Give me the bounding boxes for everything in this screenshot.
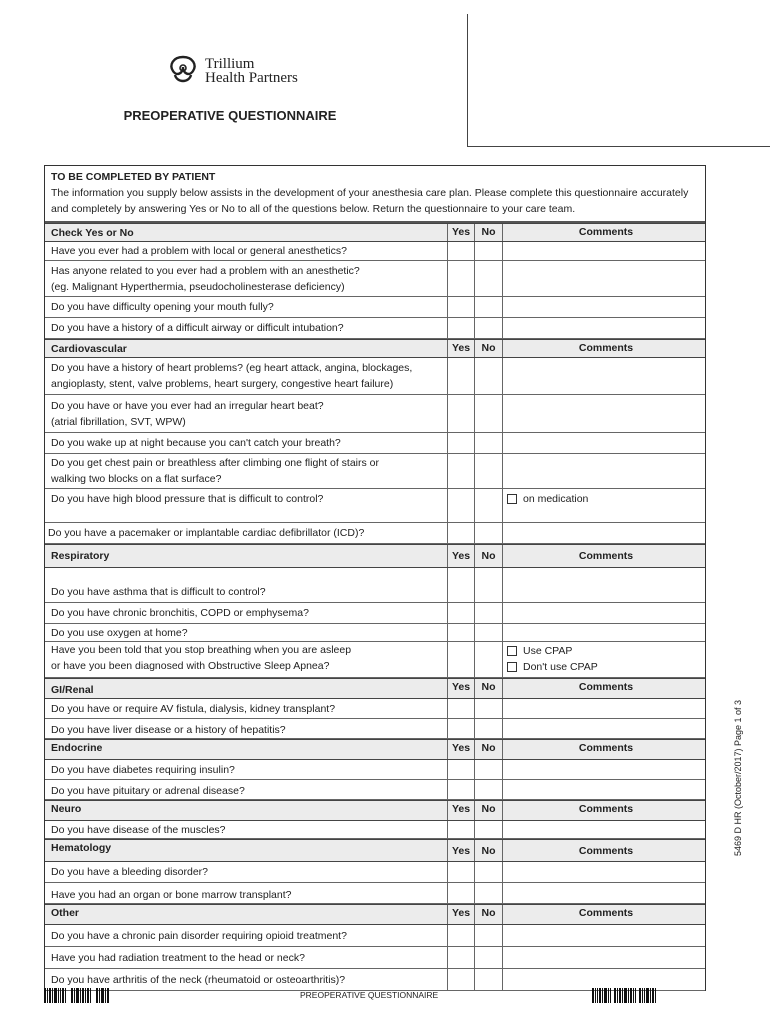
no-cell[interactable] — [474, 489, 502, 522]
checkbox[interactable] — [507, 662, 517, 672]
yes-column-header: Yes — [447, 340, 474, 357]
question-text: Do you have chronic bronchitis, COPD or emphysema? — [51, 607, 309, 619]
question-row — [45, 624, 705, 642]
patient-label-box — [467, 14, 770, 147]
question-row — [45, 489, 705, 523]
comments-cell[interactable] — [502, 925, 705, 946]
no-cell[interactable] — [474, 603, 502, 623]
trillium-logo-icon — [165, 53, 201, 87]
yes-column-header: Yes — [447, 224, 474, 241]
no-column-header: No — [474, 905, 502, 924]
yes-cell[interactable] — [447, 318, 474, 338]
question-text: Do you have disease of the muscles? — [51, 823, 226, 836]
comments-column-header: Comments — [502, 801, 705, 820]
no-cell[interactable] — [474, 395, 502, 432]
comments-column-header: Comments — [502, 340, 705, 357]
question-row — [45, 947, 705, 969]
question-line: Has anyone related to you ever had a problem with an anesthetic? — [51, 264, 360, 277]
comments-cell[interactable] — [502, 242, 705, 260]
section-header-respiratory — [45, 544, 705, 568]
yes-cell[interactable] — [447, 719, 474, 738]
comments-cell[interactable] — [502, 883, 705, 903]
comments-column-header: Comments — [502, 840, 705, 861]
yes-cell[interactable] — [447, 261, 474, 296]
comments-cell[interactable] — [502, 719, 705, 738]
no-cell[interactable] — [474, 760, 502, 779]
dont-use-cpap-option[interactable] — [507, 659, 705, 675]
no-cell[interactable] — [474, 699, 502, 718]
yes-column-header: Yes — [447, 679, 474, 698]
checkbox[interactable] — [507, 494, 517, 504]
comments-cell[interactable] — [502, 318, 705, 338]
question-text — [45, 261, 447, 296]
comments-cell — [502, 489, 705, 522]
section-title: Cardiovascular — [51, 343, 127, 355]
comments-column-header: Comments — [502, 545, 705, 567]
question-text: Do you have liver disease or a history of hepatitis? — [51, 724, 286, 736]
yes-column-header: Yes — [447, 545, 474, 567]
comments-cell[interactable] — [502, 780, 705, 799]
no-column-header: No — [474, 340, 502, 357]
question-line: Do you have a history of heart problems? (eg heart attack, angina, blockages, — [51, 362, 413, 374]
comments-cell[interactable] — [502, 395, 705, 432]
comments-cell[interactable] — [502, 433, 705, 453]
question-row — [45, 883, 705, 904]
no-cell[interactable] — [474, 719, 502, 738]
no-cell[interactable] — [474, 821, 502, 838]
yes-cell[interactable] — [447, 242, 474, 260]
question-text: Do you have a pacemaker or implantable cardiac defibrillator (ICD)? — [48, 527, 365, 539]
question-text: Have you had an organ or bone marrow transplant? — [51, 889, 292, 901]
no-cell[interactable] — [474, 297, 502, 317]
on-medication-option[interactable] — [507, 491, 705, 507]
question-text — [45, 642, 447, 677]
question-line: or have you been diagnosed with Obstructive Sleep Apnea? — [51, 660, 330, 672]
section-header-check — [45, 223, 705, 242]
section-title: Other — [51, 907, 80, 919]
question-row — [45, 318, 705, 339]
no-cell[interactable] — [474, 454, 502, 488]
question-text: Do you wake up at night because you can't catch your breath? — [51, 437, 341, 449]
question-row — [45, 603, 705, 624]
question-row — [45, 523, 705, 544]
yes-column-header: Yes — [447, 840, 474, 861]
yes-cell[interactable] — [447, 395, 474, 432]
option-label: on medication — [523, 493, 589, 505]
no-cell[interactable] — [474, 624, 502, 641]
question-text: Do you have asthma that is difficult to control? — [51, 586, 266, 598]
logo-text-line2: Health Partners — [205, 70, 298, 86]
no-cell[interactable] — [474, 318, 502, 338]
question-row — [45, 454, 705, 489]
question-line: Do you have or have you ever had an irregular heart beat? — [51, 399, 324, 412]
no-cell[interactable] — [474, 642, 502, 677]
page-title: PREOPERATIVE QUESTIONNAIRE — [123, 108, 337, 123]
comments-cell[interactable] — [502, 821, 705, 838]
comments-cell[interactable] — [502, 568, 705, 602]
question-row — [45, 242, 705, 261]
comments-cell[interactable] — [502, 603, 705, 623]
question-text: Do you use oxygen at home? — [51, 626, 188, 639]
question-text — [45, 395, 447, 432]
question-row — [45, 395, 705, 433]
form-code: 5469 D HR (October/2017) Page 1 of 3 — [733, 699, 743, 857]
comments-column-header: Comments — [502, 679, 705, 698]
footer — [0, 986, 770, 1006]
question-line: angioplasty, stent, valve problems, heart surgery, congestive heart failure) — [51, 378, 394, 390]
question-line: Have you been told that you stop breathing when you are asleep — [51, 644, 352, 656]
comments-cell — [502, 642, 705, 677]
yes-cell[interactable] — [447, 454, 474, 488]
question-row — [45, 261, 705, 297]
question-line: walking two blocks on a flat surface? — [51, 473, 222, 485]
question-text: Do you have a bleeding disorder? — [51, 866, 209, 878]
section-header-cardiovascular — [45, 339, 705, 358]
question-row — [45, 642, 705, 678]
question-text — [45, 454, 447, 488]
yes-column-header: Yes — [447, 905, 474, 924]
yes-cell[interactable] — [447, 568, 474, 602]
no-cell[interactable] — [474, 883, 502, 903]
yes-cell[interactable] — [447, 358, 474, 394]
question-row — [45, 925, 705, 947]
question-text: Do you have a chronic pain disorder requiring opioid treatment? — [51, 929, 347, 942]
question-text: Do you have pituitary or adrenal disease? — [51, 785, 245, 797]
intro-heading: TO BE COMPLETED BY PATIENT — [51, 171, 216, 183]
yes-cell[interactable] — [447, 883, 474, 903]
question-row — [45, 699, 705, 719]
yes-cell[interactable] — [447, 603, 474, 623]
question-line: (eg. Malignant Hyperthermia, pseudocholinesterase deficiency) — [51, 280, 345, 293]
no-column-header: No — [474, 740, 502, 759]
no-cell[interactable] — [474, 261, 502, 296]
comments-cell[interactable] — [502, 699, 705, 718]
comments-column-header: Comments — [502, 740, 705, 759]
yes-cell[interactable] — [447, 947, 474, 968]
comments-column-header: Comments — [502, 224, 705, 241]
yes-cell[interactable] — [447, 489, 474, 522]
section-title: Check Yes or No — [51, 227, 134, 239]
no-cell[interactable] — [474, 568, 502, 602]
section-title: Endocrine — [51, 742, 103, 754]
yes-cell[interactable] — [447, 925, 474, 946]
question-text: Have you ever had a problem with local or general anesthetics? — [51, 245, 347, 257]
no-cell[interactable] — [474, 925, 502, 946]
question-row — [45, 862, 705, 883]
footer-label: PREOPERATIVE QUESTIONNAIRE — [300, 990, 439, 1000]
use-cpap-option[interactable] — [507, 643, 705, 659]
no-cell[interactable] — [474, 947, 502, 968]
yes-cell[interactable] — [447, 297, 474, 317]
question-text: Do you have or require AV fistula, dialysis, kidney transplant? — [51, 702, 336, 715]
yes-cell[interactable] — [447, 760, 474, 779]
section-header-endocrine — [45, 739, 705, 760]
yes-cell[interactable] — [447, 780, 474, 799]
intro-text: The information you supply below assists in the development of your anesthesia care plan. Please complete this questionnaire accurately and completely by answering Yes or No to all of the questions below. Return the questionnaire to your care team. — [51, 187, 689, 215]
yes-column-header: Yes — [447, 740, 474, 759]
no-column-header: No — [474, 679, 502, 698]
question-text: Do you have high blood pressure that is difficult to control? — [51, 493, 324, 505]
yes-cell[interactable] — [447, 642, 474, 677]
question-row — [45, 433, 705, 454]
question-text — [45, 358, 447, 394]
no-cell[interactable] — [474, 523, 502, 543]
question-line: (atrial fibrillation, SVT, WPW) — [51, 415, 186, 428]
question-text: Do you have diabetes requiring insulin? — [51, 763, 235, 776]
option-label: Don't use CPAP — [523, 661, 598, 673]
logo-text-line1: Trillium — [205, 56, 255, 72]
yes-cell[interactable] — [447, 624, 474, 641]
question-row — [45, 358, 705, 395]
yes-cell[interactable] — [447, 433, 474, 453]
checkbox[interactable] — [507, 646, 517, 656]
no-cell[interactable] — [474, 862, 502, 882]
comments-cell[interactable] — [502, 454, 705, 488]
section-header-gi-renal — [45, 678, 705, 699]
question-line: Do you get chest pain or breathless after climbing one flight of stairs or — [51, 457, 380, 469]
yes-column-header: Yes — [447, 801, 474, 820]
no-cell[interactable] — [474, 780, 502, 799]
no-cell[interactable] — [474, 433, 502, 453]
section-title: Hematology — [51, 842, 112, 854]
option-label: Use CPAP — [523, 645, 573, 657]
comments-cell[interactable] — [502, 862, 705, 882]
no-column-header: No — [474, 840, 502, 861]
section-header-other — [45, 904, 705, 925]
comments-cell[interactable] — [502, 261, 705, 296]
comments-cell[interactable] — [502, 358, 705, 394]
section-header-hematology — [45, 839, 705, 862]
form-code-side-text — [728, 695, 742, 865]
question-row — [45, 719, 705, 739]
comments-cell[interactable] — [502, 523, 705, 543]
no-column-header: No — [474, 545, 502, 567]
no-column-header: No — [474, 224, 502, 241]
yes-cell[interactable] — [447, 862, 474, 882]
no-cell[interactable] — [474, 242, 502, 260]
yes-cell[interactable] — [447, 523, 474, 543]
comments-column-header: Comments — [502, 905, 705, 924]
section-header-neuro — [45, 800, 705, 821]
question-text: Do you have difficulty opening your mouth fully? — [51, 301, 274, 313]
questionnaire-form — [44, 165, 706, 991]
comments-cell[interactable] — [502, 297, 705, 317]
question-row — [45, 568, 705, 603]
barcode-left — [44, 986, 110, 1003]
section-title: Neuro — [51, 803, 82, 815]
trillium-logo — [165, 53, 305, 89]
question-text: Do you have arthritis of the neck (rheumatoid or osteoarthritis)? — [51, 973, 346, 986]
question-row — [45, 780, 705, 800]
section-title: Respiratory — [51, 550, 110, 562]
barcode-right — [592, 986, 657, 1003]
section-title: GI/Renal — [51, 684, 94, 696]
question-row — [45, 760, 705, 780]
intro-block — [45, 166, 705, 223]
yes-cell[interactable] — [447, 699, 474, 718]
no-cell[interactable] — [474, 358, 502, 394]
question-row — [45, 297, 705, 318]
question-text: Have you had radiation treatment to the head or neck? — [51, 951, 305, 964]
yes-cell[interactable] — [447, 821, 474, 838]
question-text: Do you have a history of a difficult airway or difficult intubation? — [51, 322, 344, 334]
no-column-header: No — [474, 801, 502, 820]
comments-cell[interactable] — [502, 760, 705, 779]
comments-cell[interactable] — [502, 947, 705, 968]
comments-cell[interactable] — [502, 624, 705, 641]
question-row — [45, 821, 705, 839]
